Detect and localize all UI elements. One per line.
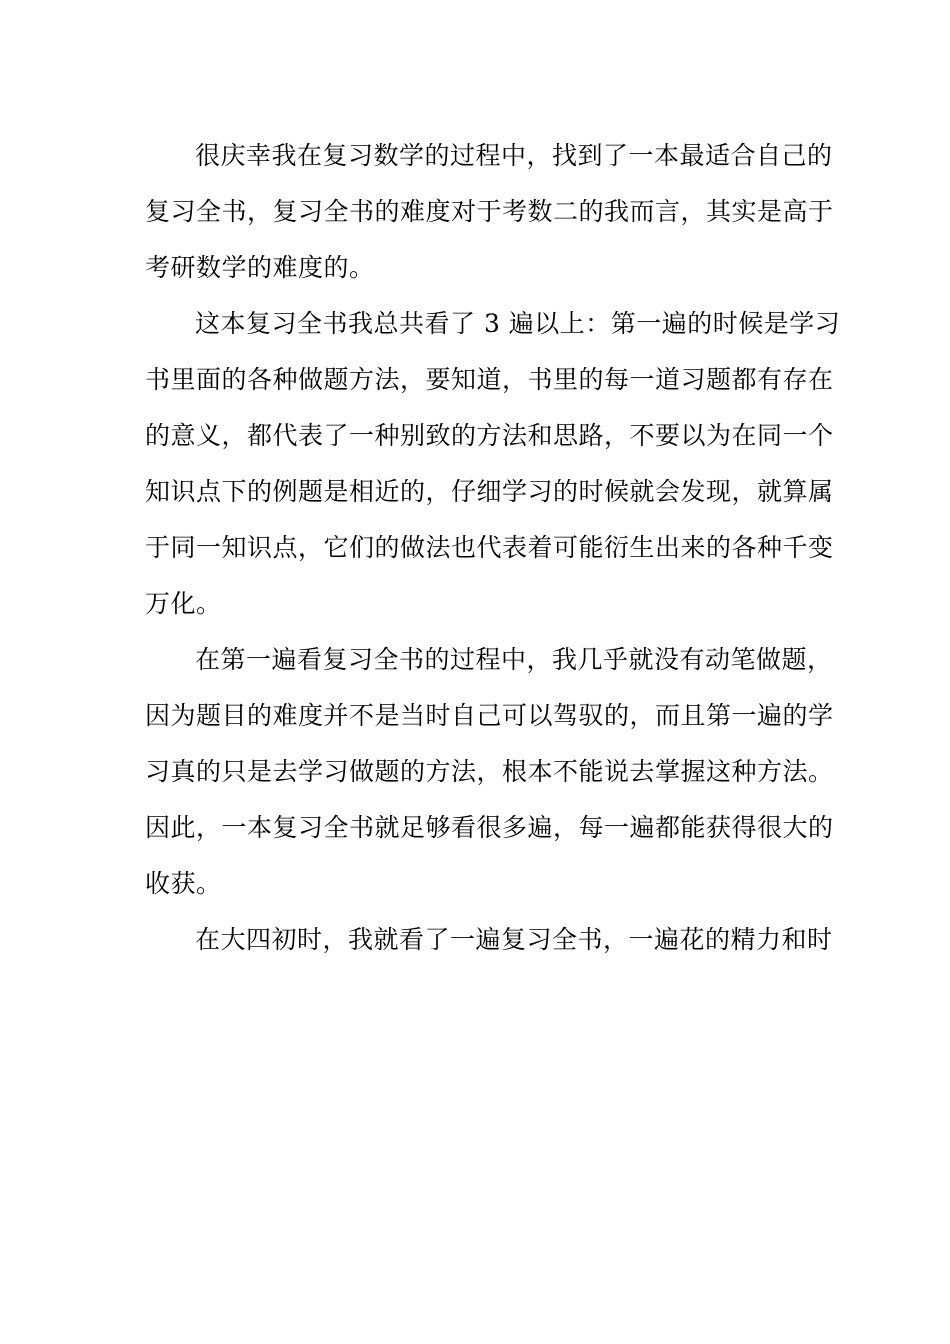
text-line: 这本复习全书我总共看了 3 遍以上：第一遍的时候是学习	[195, 309, 841, 338]
text-line: 复习全书，复习全书的难度对于考数二的我而言，其实是高于	[145, 197, 834, 226]
text-line: 书里面的各种做题方法，要知道，书里的每一道习题都有存在	[145, 365, 834, 394]
text-line: 因为题目的难度并不是当时自己可以驾驭的，而且第一遍的学	[145, 701, 834, 730]
text-line: 于同一知识点，它们的做法也代表着可能衍生出来的各种千变	[145, 533, 834, 562]
document-body	[145, 128, 841, 968]
text-line: 很庆幸我在复习数学的过程中，找到了一本最适合自己的	[195, 141, 833, 170]
text-line: 的意义，都代表了一种别致的方法和思路，不要以为在同一个	[145, 421, 834, 450]
text-line: 考研数学的难度的。	[145, 253, 375, 282]
text-line: 万化。	[145, 589, 222, 618]
text-line: 因此，一本复习全书就足够看很多遍，每一遍都能获得很大的	[145, 813, 834, 842]
text-line: 习真的只是去学习做题的方法，根本不能说去掌握这种方法。	[145, 757, 834, 786]
text-line: 知识点下的例题是相近的，仔细学习的时候就会发现，就算属	[145, 477, 834, 506]
text-line: 在第一遍看复习全书的过程中，我几乎就没有动笔做题，	[195, 645, 833, 674]
text-line: 收获。	[145, 869, 222, 898]
text-line: 在大四初时，我就看了一遍复习全书，一遍花的精力和时	[195, 925, 833, 954]
